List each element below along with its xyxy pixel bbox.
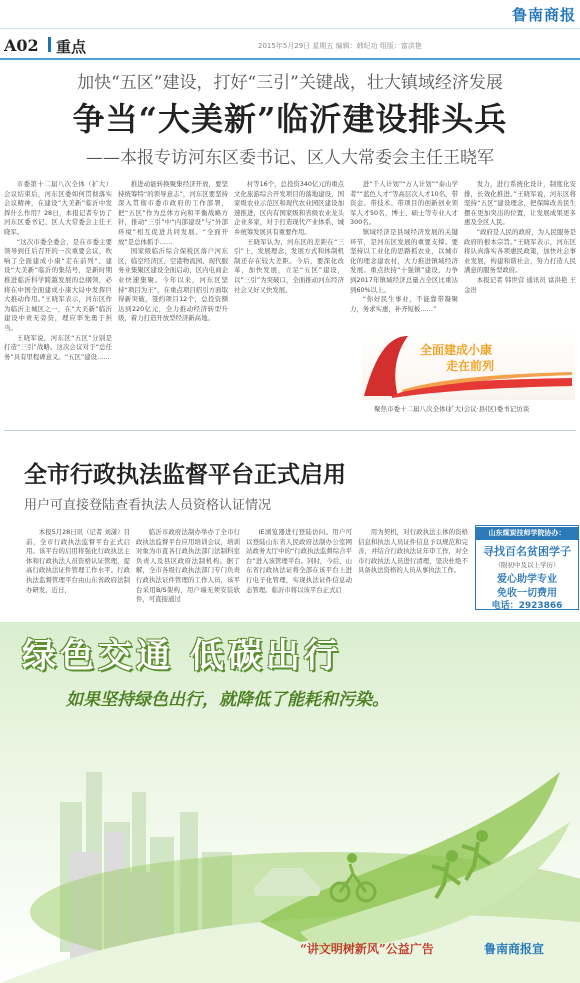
- paragraph: 发力，进行系统化设计，制度化安排，长效化推进。”王晓军说，河东区将坚持“五区”建设理念，把保障改善民生摆在更加突出的位置，让发展成果更多惠及全区人民。: [464, 180, 576, 227]
- header-rule: [0, 58, 580, 60]
- paragraph: 临沂市政府法制办举办了全市行政执法监督平台应用培训会议，培训对象为市直各行政执法部门法制科室负责人及县区政府法制机构。据了解，全市各级行政执法部门专门负责行政执法证件管理的工作人员，该平台采用B/S架构，用户端无须安装软件，可直接通过: [136, 528, 240, 604]
- page-number: A02: [4, 36, 39, 55]
- issue-meta: 2015年5月29日 星期五 编辑：韩纪功 组版：富洪艳: [258, 42, 422, 50]
- charity-ad-line: 免收一切费用: [497, 588, 557, 599]
- section-name: 重点: [56, 38, 87, 56]
- story2-column-3: [246, 528, 352, 610]
- story1-column-1: [4, 180, 112, 418]
- story1-column-3: [234, 180, 344, 418]
- story-divider: [4, 430, 576, 431]
- paragraph: 本报5月28日讯（记者 刘潇）目前，全市行政执法监督平台正式启用。该平台的启用将强化行政执法主体和行政执法人员资格认证管理，提高行政执法证件管理工作水平。行政执法监督管理平台由山东省政府法制办研发，近日，: [26, 528, 130, 594]
- charity-ad-line: 爱心助学专业: [497, 574, 557, 585]
- charity-ad-note: （限初中及以上学历）: [494, 561, 560, 569]
- ad-main-slogan: 绿色交通 低碳出行: [22, 636, 342, 676]
- story1-subhead: ——本报专访河东区委书记、区人大常委会主任王晓军: [86, 148, 494, 168]
- paragraph: 用为契机，对行政执法主体的资格信息和执法人员证件信息予以规范和完善，并结合行政执法证年审工作，对全市行政执法人员进行清理，坚决杜绝不具备执法资格的人员从事执法工作。: [358, 528, 468, 575]
- story1-column-2: [118, 180, 228, 418]
- photo-caption: 聚焦市委十二届八次全体(扩大)会议·县(区)委书记访谈: [374, 405, 530, 413]
- charity-ad-phone: 电话：2923866: [491, 601, 563, 611]
- story2-headline: 全市行政执法监督平台正式启用: [24, 462, 346, 488]
- masthead-brand: 鲁南商报: [511, 6, 576, 24]
- banner-text-line1: 全面建成小康: [420, 343, 493, 357]
- charity-ad-title: 山东煤炭技师学院协办：: [476, 527, 578, 540]
- banner-swoosh-graphic: [362, 330, 575, 400]
- banner-text-line2: 走在前列: [446, 359, 495, 373]
- ad-sub-slogan: 如果坚持绿色出行，就降低了能耗和污染。: [66, 690, 389, 710]
- paragraph: 王晓军说，河东区“五区”分别是打造“三引”战略。这次会议对于“总任务”具有里程碑意义。“五区”建设……: [4, 333, 112, 361]
- story2-column-1: [26, 528, 130, 610]
- story1-headline: 争当“大美新”临沂建设排头兵: [72, 100, 508, 138]
- ad-footer-slogan: “讲文明树新风”公益广告: [300, 942, 434, 956]
- paragraph: “这次市委全委会，是在市委主要领导到任后召开的一次重要会议，吹响了全面建成小康“走在前列”、建设“大美新”临沂的集结号，是新时期推进临沂科学跨越发展的总纲领，必将在中国全面建成小康大局中发挥巨大推动作用。”王晓军表示，河东区作为临沂主城区之一，在“大美新”临沂建设中责无旁贷，理应率先勇于担当。: [4, 237, 112, 332]
- paragraph: IE浏览器进行登陆访问。用户可以登陆山东省人民政府法制办公室网站政务大厅中的“行政执法监督综合平台”进入该管理平台。同时，今后，山东省行政执法证将全部在该平台上进行电子化管理，实现执法证件信息动态管理。临沂市将以该平台正式启: [246, 528, 352, 594]
- charity-ad-headline: 寻找百名贫困学子: [483, 545, 571, 558]
- byline: 本报记者 韩世营 通讯员 富洪艳 王金贵: [464, 275, 576, 294]
- paragraph: “政府是人民的政府，为人民服务是政府的根本宗旨。”王晓军表示，河东区将认真落实各项惠民政策，加快社会事业发展，构建和谐社会，努力打造人民满意的服务型政府。: [464, 227, 576, 275]
- paragraph: 推进动能转换聚集经济开放，要坚持统筹特“的领导意志”，河东区要坚持深入贯彻市委市政府的工作部署，把“五区”作为总体方向和平衡战略方针，推动“三引”中“内部建设”与“外部环境”相互促进共同发展。“全面开放”是总体抓手……: [118, 180, 228, 246]
- paragraph: 国家级临沂综合保税区落户河东区，临空经济区、空港物流园、现代服务业集聚区建设全面启动，区内电商企业快速集聚。今年以来，河东区坚持“项目为王”，在重点项目招引方面取得新突破，签约项目12个，总投资额达到220亿元，全力推动经济转型升级，着力打造开放型经济新高地。: [118, 247, 228, 323]
- top-divider: [0, 28, 580, 29]
- paragraph: 村等16个，总投资340亿元的重点文化旅游综合开发项目的落地建设，国家级农业示范区和现代农业园区建设加速推进，区内有国家级和省级农业龙头企业多家，对于打造现代产业体系、城乡统筹发展具有重要作用。: [234, 180, 344, 236]
- story2-column-2: [136, 528, 240, 610]
- paragraph: 王晓军认为，河东区的差距在“三引”上，发展理念、发展方式和体制机制还存在较大差距。今后，要深化改革，加快发展，立足“五区”建设，以“三引”为突破口，全面推动河东经济社会又好又快发展。: [234, 237, 344, 294]
- story2-column-4: [358, 528, 468, 610]
- paragraph: “你好民生事业，不能靠带凝聚力，务求实惠，补齐短板……”: [350, 295, 458, 313]
- story1-column-4: [350, 180, 458, 328]
- section-separator: [48, 37, 51, 52]
- paragraph: 进“千人计划”“万人计划”“泰山学者”“蓝色人才”等高层次人才10名，带资金、带技术、带项目的创新创业领军人才50名，博士、硕士等专业人才300名。: [350, 180, 458, 227]
- paragraph: 镇域经济是县域经济发展的关键环节，是河东区发展的重要支撑。要坚持以工业化的思路抓农业，以城市化的理念建农村，大力推进镇域经济发展。重点扶持“十强镇”建设，力争到2017年镇域经济总量占全区比重达到60%以上。: [350, 227, 458, 294]
- story2-subhead: 用户可直接登陆查看执法人员资格认证情况: [24, 498, 272, 513]
- story1-column-5: [464, 180, 576, 328]
- campaign-banner-image: [362, 330, 575, 400]
- paragraph: 市委第十二届八次全体（扩大）会议结束后，河东区委如何贯彻落实会议精神，在建设“大美新”临沂中发挥什么作用？28日，本报记者专访了河东区委书记、区人大常委会主任王晓军。: [4, 180, 112, 236]
- story1-kicker: 加快“五区”建设，打好“三引”关键战，壮大镇域经济发展: [77, 73, 503, 93]
- ad-footer-brand: 鲁南商报宣: [484, 942, 545, 956]
